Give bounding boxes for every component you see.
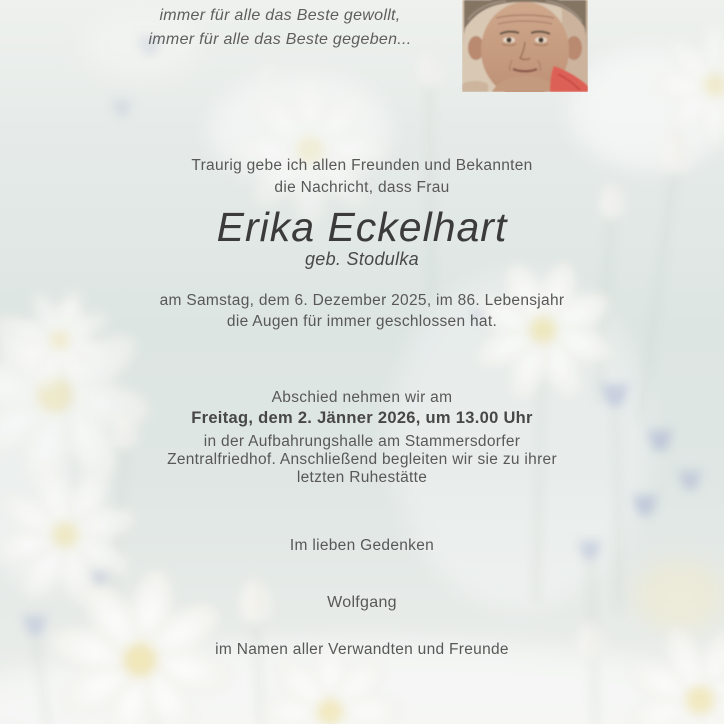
epigraph-line-2: immer für alle das Beste gegeben... <box>148 31 412 48</box>
announcement-line-2: die Nachricht, dass Frau <box>274 179 450 196</box>
funeral-location-line-3: letzten Ruhestätte <box>296 469 428 486</box>
epigraph-line-1: immer für alle das Beste gewollt, <box>159 7 401 24</box>
mourning-outro: im Namen aller Verwandten und Freunde <box>215 641 509 658</box>
mourning-intro: Im lieben Gedenken <box>289 537 435 554</box>
funeral-intro: Abschied nehmen wir am <box>271 389 453 406</box>
funeral-datetime: Freitag, dem 2. Jänner 2026, um 13.00 Uhr <box>191 409 533 427</box>
death-notice-line-2: die Augen für immer geschlossen hat. <box>226 313 498 330</box>
funeral-location-line-2: Zentralfriedhof. Anschließend begleiten wir sie zu ihrer <box>167 451 557 468</box>
funeral-location-line-1: in der Aufbahrungshalle am Stammersdorfer <box>203 433 521 450</box>
deceased-name: Erika Eckelhart <box>216 204 508 250</box>
announcement-line-1: Traurig gebe ich allen Freunden und Bekannten <box>191 157 533 174</box>
mourner-name: Wolfgang <box>327 594 397 611</box>
death-notice-line-1: am Samstag, dem 6. Dezember 2025, im 86. Lebensjahr <box>159 292 565 309</box>
deceased-birth-name: geb. Stodulka <box>305 249 419 269</box>
